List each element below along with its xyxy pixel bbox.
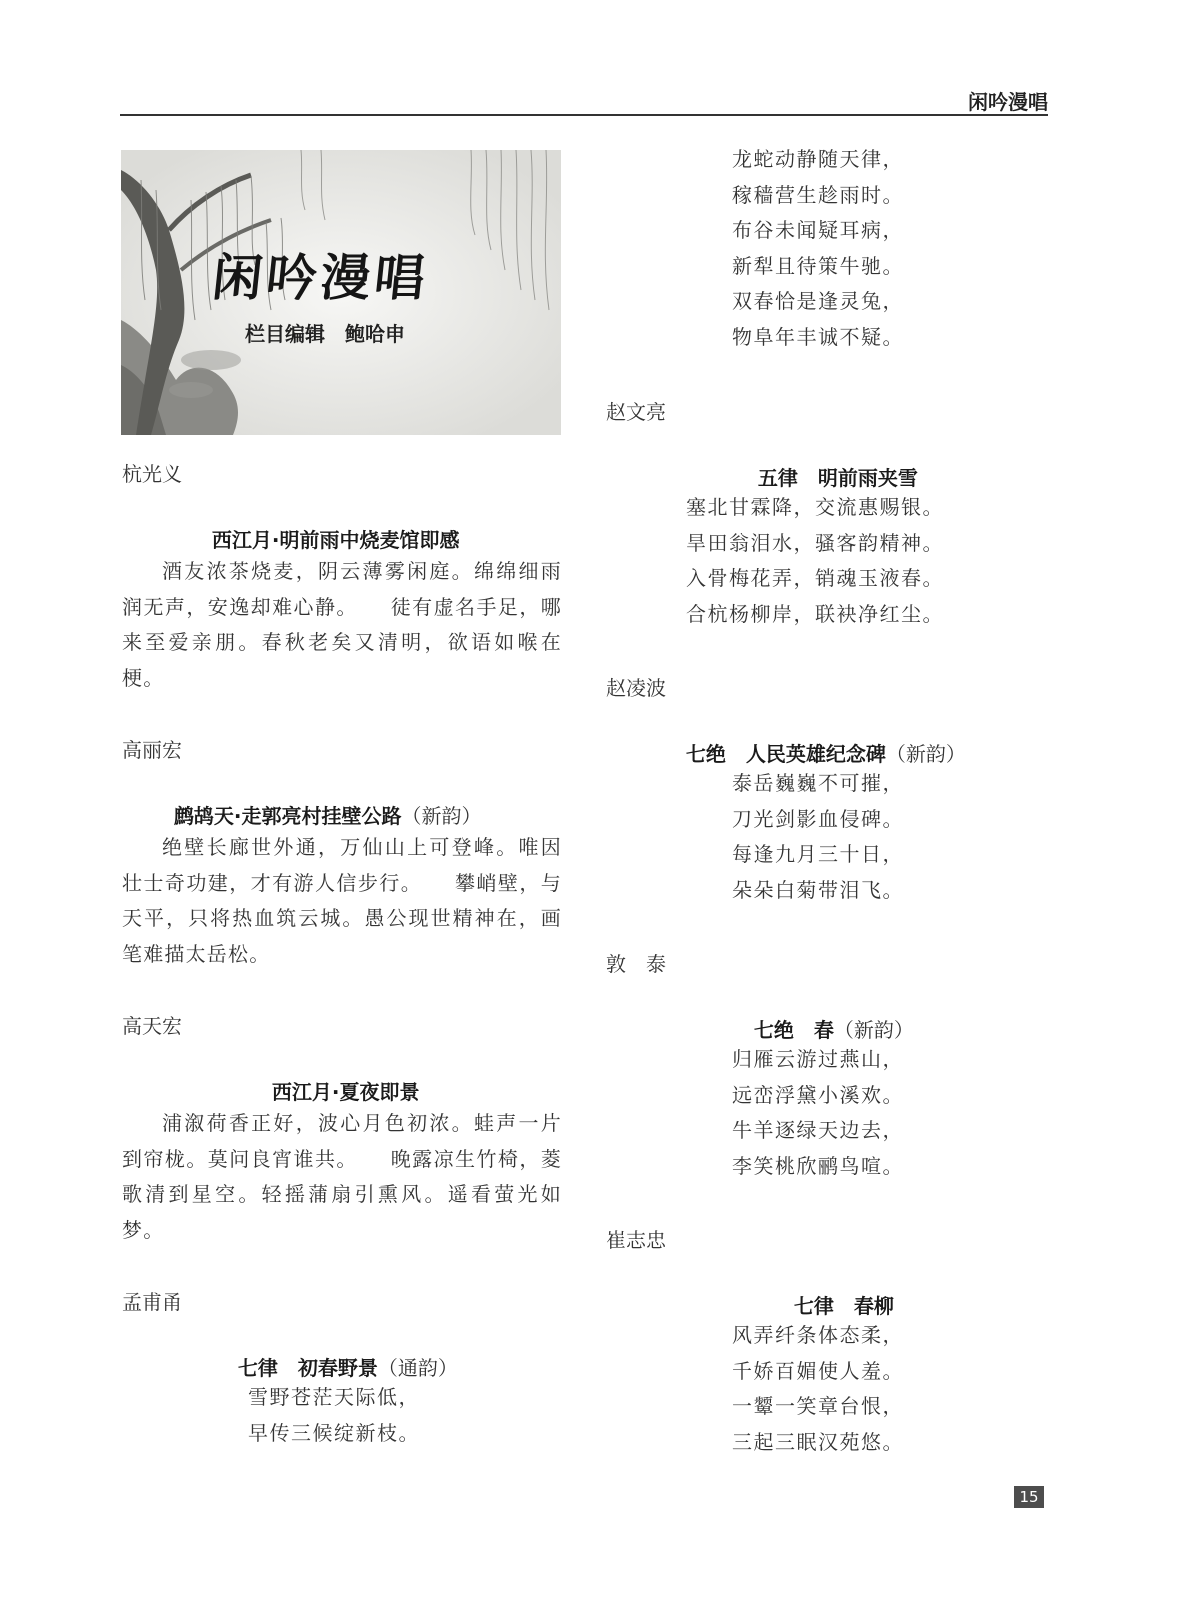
poem-line: 李笑桃欣鹂鸟喧。 (732, 1153, 904, 1178)
header-rule (120, 114, 1048, 116)
poem-title-text: 西江月·明前雨中烧麦馆即感 (211, 528, 460, 552)
poem-line: 入骨梅花弄，销魂玉液春。 (686, 566, 944, 590)
poem-body: 绝壁长廊世外通，万仙山上可登峰。唯因壮士奇功建，才有游人信步行。 攀峭壁，与天平，只将热血筑云城。愚公现世精神在，画笔难描太岳松。 (122, 835, 562, 966)
poem-continuation-lines (732, 142, 904, 355)
poem-author: 敦 泰 (606, 952, 666, 976)
poem-author: 杭光义 (122, 462, 182, 486)
poem-title-note: （通韵） (377, 1356, 458, 1380)
poem-lines (686, 490, 944, 632)
poem-body: 浦溆荷香正好，波心月色初浓。蛙声一片到帘栊。莫问良宵谁共。 晚露凉生竹椅，菱歌清到星空。轻摇蒲扇引熏风。遥看萤光如梦。 (122, 1111, 562, 1242)
poem-line: 千娇百媚使人羞。 (732, 1358, 904, 1383)
poem-line: 归雁云游过燕山， (732, 1047, 904, 1071)
poem-line: 新犁且待策牛驰。 (732, 253, 904, 278)
poem-line: 布谷未闻疑耳病， (732, 218, 904, 242)
poem-lines (248, 1380, 420, 1451)
poem-line: 风弄纤条体态柔， (732, 1323, 904, 1347)
poem-line: 双春恰是逢灵兔， (732, 289, 904, 313)
poem-lines (732, 1042, 904, 1184)
poem-title-note: （新韵） (833, 1018, 914, 1042)
poem-line: 牛羊逐绿天边去， (732, 1118, 904, 1142)
poem-line: 合杭杨柳岸，联袂净红尘。 (686, 601, 944, 626)
poem-lines (732, 766, 904, 908)
poem-line: 雪野苍茫天际低， (248, 1385, 420, 1409)
poem-title-text: 西江月·夏夜即景 (271, 1080, 420, 1104)
poem-title-text: 七律 初春野景 (237, 1356, 378, 1380)
column-banner (121, 150, 561, 435)
poem-title-note: （新韵） (401, 804, 482, 828)
poem-line: 每逢九月三十日， (732, 842, 904, 866)
poem-author: 赵凌波 (606, 676, 666, 700)
page-number: 15 (1014, 1486, 1044, 1508)
poem-line: 物阜年丰诚不疑。 (732, 324, 904, 349)
poem-author: 崔志忠 (606, 1228, 666, 1252)
poem-title-text: 七律 春柳 (793, 1294, 894, 1318)
poem-line: 远峦浮黛小溪欢。 (732, 1082, 904, 1107)
poem-author: 高丽宏 (122, 738, 182, 762)
poem-body: 酒友浓茶烧麦，阴云薄雾闲庭。绵绵细雨润无声，安逸却难心静。 徒有虚名手足，哪来至爱亲朋。春秋老矣又清明，欲语如喉在梗。 (122, 559, 562, 690)
poem-line: 刀光剑影血侵碑。 (732, 806, 904, 831)
poem-author: 赵文亮 (606, 400, 666, 424)
banner-title: 闲吟漫唱 (209, 249, 432, 307)
poem-title-text: 七绝 人民英雄纪念碑 (685, 742, 886, 766)
poem-title-text: 七绝 春 (753, 1018, 834, 1042)
poem-line: 一颦一笑章台恨， (732, 1394, 904, 1418)
poem-line: 朵朵白菊带泪飞。 (732, 877, 904, 902)
poem-line: 早传三候绽新枝。 (248, 1420, 420, 1445)
poem-line: 三起三眠汉苑悠。 (732, 1429, 904, 1454)
poem-line: 稼穑营生趁雨时。 (732, 182, 904, 207)
poem-title-note: （新韵） (885, 742, 966, 766)
banner-editor-credit: 栏目编辑 鲍哈申 (245, 322, 405, 346)
poem-line: 龙蛇动静随天律， (732, 147, 904, 171)
poem-author: 孟甫甬 (122, 1290, 182, 1314)
poem-line: 泰岳巍巍不可摧， (732, 771, 904, 795)
poem-title-text: 五律 明前雨夹雪 (757, 466, 918, 490)
poem-author: 高天宏 (122, 1014, 182, 1038)
poem-lines (732, 1318, 904, 1460)
section-header-label: 闲吟漫唱 (968, 90, 1048, 114)
poem-line: 旱田翁泪水，骚客韵精神。 (686, 530, 944, 555)
poem-line: 塞北甘霖降，交流惠赐银。 (686, 495, 944, 519)
poem-title-text: 鹧鸪天·走郭亮村挂壁公路 (173, 804, 402, 828)
